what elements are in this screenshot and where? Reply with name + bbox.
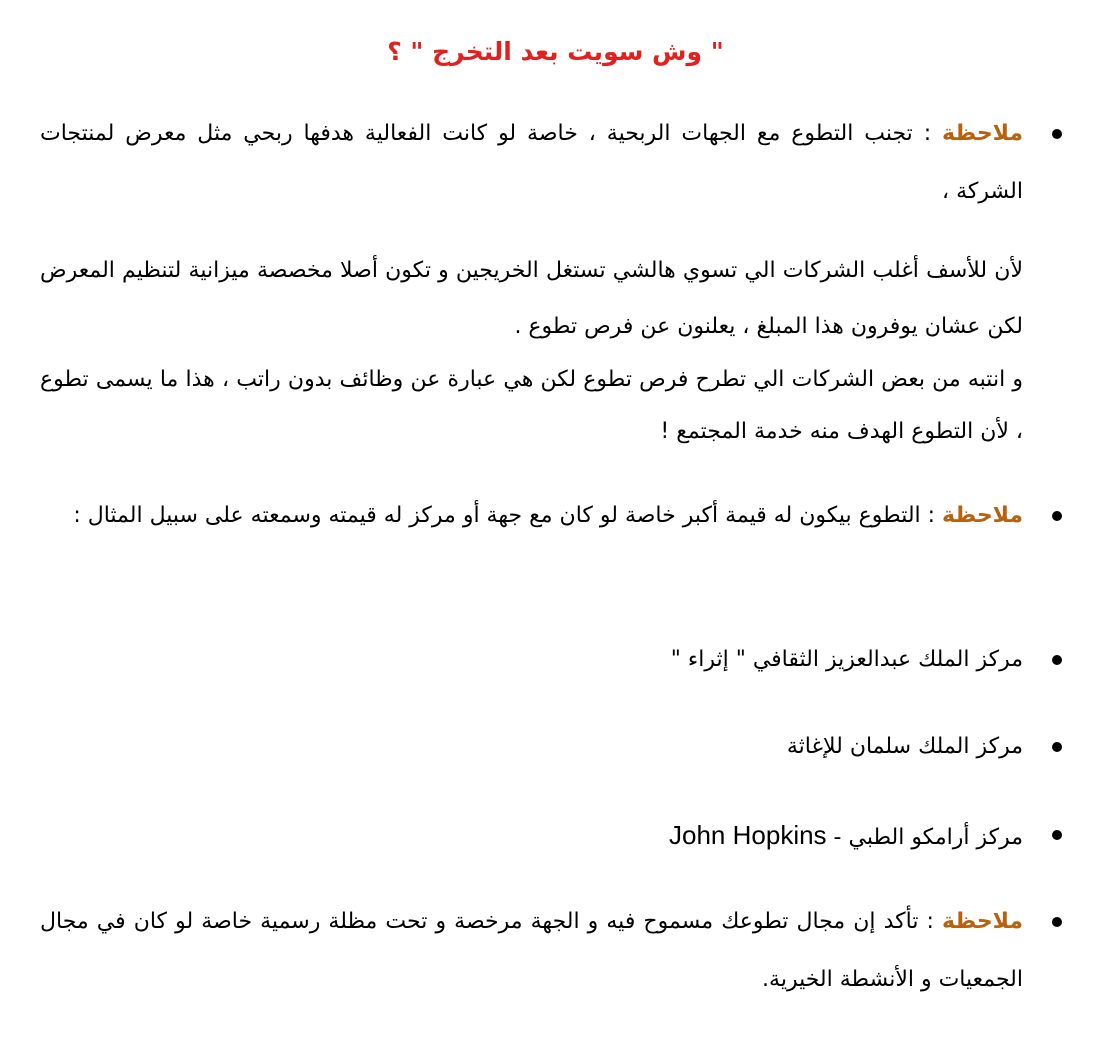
note-item-3 [40,893,1023,1009]
note-text: : تجنب التطوع مع الجهات الربحية ، خاصة لو كانت الفعالية هدفها ربحي مثل معرض لمنتجات الشركة ، [40,121,1023,204]
example-item-2 [40,718,1023,776]
example-text: مركز الملك عبدالعزيز الثقافي " إثراء " [670,647,1023,672]
paragraph-1 [40,243,1023,355]
note-label: ملاحظة [942,909,1023,934]
note-text: : تأكد إن مجال تطوعك مسموح فيه و الجهة مرخصة و تحت مظلة رسمية خاصة لو كان في مجال الجمعيات و الأنشطة الخيرية. [40,909,1023,992]
bullet-icon [1047,806,1067,864]
example-item-1 [40,631,1023,689]
note-item-1 [40,105,1023,221]
bullet-icon [1047,487,1067,545]
paragraph-line: و انتبه من بعض الشركات الي تطرح فرص تطوع لكن هي عبارة عن وظائف بدون راتب ، هذا ما يسمى تطوع ، لأن التطوع الهدف منه خدمة المجتمع ! [40,367,1023,444]
bullet-icon [1047,105,1067,163]
document-title: " وش سويت بعد التخرج " ؟ [387,37,724,66]
example-item-3 [40,806,1023,867]
note-item-2 [40,487,1023,545]
note-label: ملاحظة [942,121,1023,146]
example-text: مركز أرامكو الطبي - [826,825,1023,850]
bullet-icon [1047,893,1067,951]
bullet-icon [1047,631,1067,689]
paragraph-2 [40,354,1023,458]
paragraph-line: لأن للأسف أغلب الشركات الي تسوي هالشي تستغل الخريجين و تكون أصلا مخصصة ميزانية لتنظيم المعرض لكن عشان يوفرون هذا المبلغ ، يعلنون عن فرص تطوع . [40,258,1023,339]
example-text-latin: John Hopkins [669,820,827,850]
note-label: ملاحظة [942,503,1023,528]
note-text: : التطوع بيكون له قيمة أكبر خاصة لو كان مع جهة أو مركز له قيمته وسمعته على سبيل المثال : [73,503,943,528]
example-text: مركز الملك سلمان للإغاثة [786,734,1023,759]
bullet-icon [1047,718,1067,776]
